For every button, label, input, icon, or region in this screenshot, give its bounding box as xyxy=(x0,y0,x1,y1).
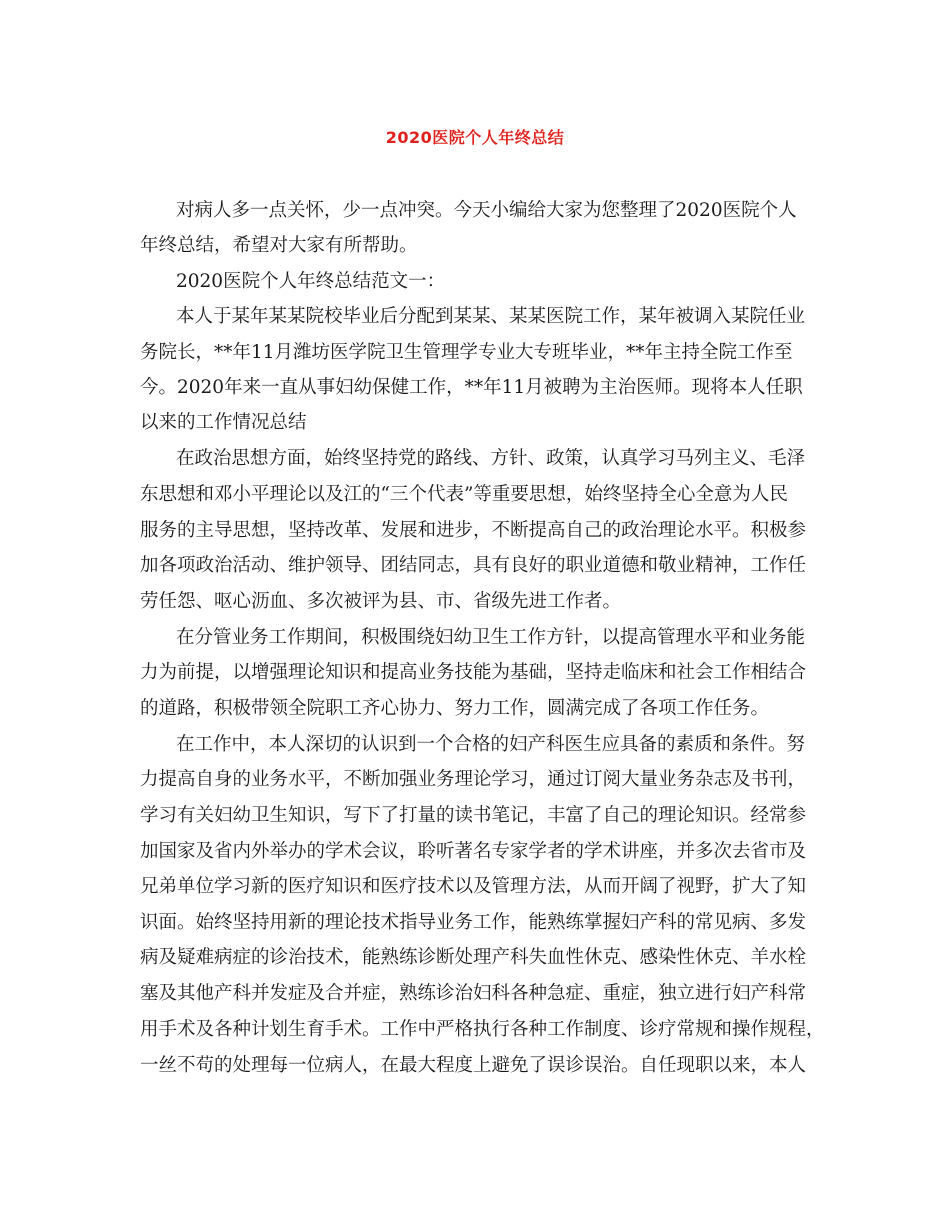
paragraph-line: 塞及其他产科并发症及合并症，熟练诊治妇科各种急症、重症，独立进行妇产科常 xyxy=(140,983,807,1004)
paragraph-line: 学习有关妇幼卫生知识，写下了打量的读书笔记，丰富了自己的理论知识。经常参 xyxy=(140,805,807,826)
paragraph-line: 兄弟单位学习新的医疗知识和医疗技术以及管理方法，从而开阔了视野，扩大了知 xyxy=(140,876,807,897)
paragraph-line: 在分管业务工作期间，积极围绕妇幼卫生工作方针，以提高管理水平和业务能 xyxy=(176,627,806,648)
document-title: 2020医院个人年终总结 xyxy=(385,128,565,147)
paragraph-line: 的道路，积极带领全院职工齐心协力、努力工作，圆满完成了各项工作任务。 xyxy=(140,698,770,719)
paragraph-line: 今。2020年来一直从事妇幼保健工作，**年11月被聘为主治医师。现将本人任职 xyxy=(140,377,803,398)
paragraph-line: 在工作中，本人深切的认识到一个合格的妇产科医生应具备的素质和条件。努 xyxy=(176,734,806,755)
paragraph-line: 对病人多一点关怀，少一点冲突。今天小编给大家为您整理了2020医院个人 xyxy=(176,200,797,221)
paragraph-line: 2020医院个人年终总结范文一： xyxy=(176,271,446,292)
paragraph-line: 东思想和邓小平理论以及江的“三个代表”等重要思想，始终坚持全心全意为人民 xyxy=(140,484,788,505)
paragraph-line: 力提高自身的业务水平，不断加强业务理论学习，通过订阅大量业务杂志及书刊， xyxy=(140,769,807,790)
paragraph-line: 识面。始终坚持用新的理论技术指导业务工作，能熟练掌握妇产科的常见病、多发 xyxy=(140,912,807,933)
paragraph-line: 劳任怨、呕心沥血、多次被评为县、市、省级先进工作者。 xyxy=(140,591,622,612)
paragraph-line: 加国家及省内外举办的学术会议，聆听著名专家学者的学术讲座，并多次去省市及 xyxy=(140,841,807,862)
paragraph-line: 用手术及各种计划生育手术。工作中严格执行各种工作制度、诊疗常规和操作规程， xyxy=(140,1019,825,1040)
paragraph-line: 在政治思想方面，始终坚持党的路线、方针、政策，认真学习马列主义、毛泽 xyxy=(176,448,806,469)
paragraph-line: 病及疑难病症的诊治技术，能熟练诊断处理产科失血性休克、感染性休克、羊水栓 xyxy=(140,947,807,968)
paragraph-line: 加各项政治活动、维护领导、团结同志，具有良好的职业道德和敬业精神，工作任 xyxy=(140,555,807,576)
paragraph-line: 务院长，**年11月潍坊医学院卫生管理学专业大专班毕业，**年主持全院工作至 xyxy=(140,342,793,363)
paragraph-line: 服务的主导思想，坚持改革、发展和进步，不断提高自己的政治理论水平。积极参 xyxy=(140,520,807,541)
paragraph-line: 年终总结，希望对大家有所帮助。 xyxy=(140,235,418,256)
paragraph-line: 一丝不苟的处理每一位病人，在最大程度上避免了误诊误治。自任现职以来，本人 xyxy=(140,1055,807,1076)
paragraph-line: 本人于某年某某院校毕业后分配到某某、某某医院工作，某年被调入某院任业 xyxy=(176,306,806,327)
paragraph-line: 以来的工作情况总结 xyxy=(140,412,307,433)
paragraph-line: 力为前提，以增强理论知识和提高业务技能为基础，坚持走临床和社会工作相结合 xyxy=(140,662,807,683)
